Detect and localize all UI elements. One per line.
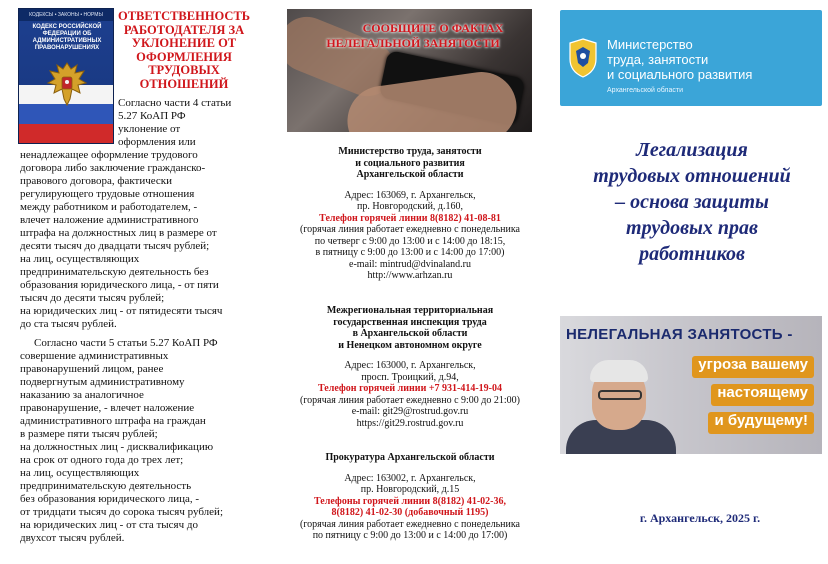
text-line: на лиц, осуществляющих	[20, 253, 140, 265]
hotline-hours: (горячая линия работает ежедневно с понедельника	[300, 518, 520, 530]
text-line: уклонение от	[118, 123, 181, 135]
title-line: работников	[639, 243, 745, 265]
org-address: пр. Новгородский, д.160,	[356, 201, 464, 212]
text-line: совершение административных	[20, 350, 169, 362]
hotline-hours: в пятницу с 9:00 до 13:00 и с 14:00 до 17:00)	[315, 247, 505, 258]
ministry-name-line: труда, занятости	[607, 52, 709, 67]
hotline-hours: (горячая линия работает ежедневно с 9:00 до 21:00)	[299, 394, 520, 406]
org-address: пр. Новгородский, д.15	[360, 484, 460, 495]
title-line: – основа защиты	[615, 191, 769, 213]
text-line: наказанию за аналогичное	[20, 389, 144, 401]
org-address: Адрес: 163069, г. Архангельск,	[344, 189, 476, 201]
org-name: и социального развития	[355, 157, 465, 169]
text-line: без образования юридического лица, -	[20, 493, 200, 505]
hotline-phone: Телефоны горячей линии 8(8182) 41-02-36,	[314, 495, 506, 507]
codex-cover-image	[18, 8, 114, 144]
ministry-name-line: и социального развития	[607, 67, 753, 82]
man-figure	[590, 360, 648, 382]
org-email: e-mail: mintrud@dvinaland.ru	[349, 258, 471, 270]
text-line: штрафа на должностных лиц в размере от	[20, 227, 217, 239]
title-line: Легализация	[636, 139, 748, 161]
poster-tag: угроза вашему	[692, 356, 814, 378]
text-line: регулирующего трудовые отношения	[20, 188, 195, 200]
ministry-name-line: Министерство	[607, 37, 693, 52]
contact-labor-inspection	[284, 305, 536, 429]
text-line: десяти тысяч до двадцати тысяч рублей;	[20, 240, 210, 252]
hotline-hours: по пятницу с 9:00 до 13:00 и с 14:00 до 17:00)	[312, 530, 508, 541]
regional-emblem-icon	[566, 37, 600, 79]
coat-of-arms-icon	[44, 59, 90, 111]
text-line: Согласно части 4 статьи	[118, 97, 232, 109]
banner-line-1: СООБЩИТЕ О ФАКТАХ	[362, 21, 504, 35]
poster-heading: НЕЛЕГАЛЬНАЯ ЗАНЯТОСТЬ -	[566, 326, 793, 343]
hotline-phone: Телефон горячей линии +7 931-414-19-04	[317, 383, 503, 394]
title-line: трудовых прав	[626, 217, 758, 239]
text-line: двухсот тысяч рублей.	[20, 532, 125, 544]
hotline-phone: 8(8182) 41-02-30 (добавочный 1195)	[331, 507, 489, 518]
responsibility-title: ОТВЕТСТВЕННОСТЬ РАБОТОДАТЕЛЯ ЗА УКЛОНЕНИЕ ОТ ОФОРМЛЕНИЯ ТРУДОВЫХ ОТНОШЕНИЙ	[118, 9, 251, 91]
text-line: на срок от одного года до трех лет;	[20, 454, 184, 466]
title-line: трудовых отношений	[593, 165, 791, 187]
hotline-hours: (горячая линия работает ежедневно с понедельника	[300, 224, 520, 235]
paragraph1-rest	[20, 149, 252, 331]
codex-title: КОДЕКС РОССИЙСКОЙ ФЕДЕРАЦИИ ОБ АДМИНИСТРАТИВНЫХ ПРАВОНАРУШЕНИЯХ	[32, 24, 102, 51]
text-line: правового договора, фактически	[20, 175, 173, 187]
text-line: влечет наложение административного	[20, 214, 199, 226]
report-banner-image	[287, 9, 532, 132]
org-name: Министерство труда, занятости	[338, 146, 482, 157]
text-line: тысяч до десяти тысяч рублей;	[20, 292, 165, 304]
text-line: в размере пяти тысяч рублей;	[20, 428, 158, 440]
text-line: на должностных лиц - дисквалификацию	[20, 441, 214, 453]
text-line: Согласно части 5 статьи 5.27 КоАП РФ	[34, 337, 218, 349]
text-line: на юридических лиц - от пятидесяти тысяч	[20, 305, 223, 317]
contact-prosecutor	[284, 452, 536, 542]
org-address: Адрес: 163000, г. Архангельск,	[344, 360, 476, 371]
text-line: между работником и работодателем, -	[20, 201, 198, 213]
org-email: e-mail: git29@rostrud.gov.ru	[351, 406, 469, 417]
contact-ministry	[284, 146, 536, 282]
ministry-region: Архангельской области	[607, 87, 684, 94]
banner-text	[295, 21, 531, 51]
poster-tag: настоящему	[711, 384, 814, 406]
footer-city-year: г. Архангельск, 2025 г.	[639, 511, 761, 525]
text-line: образования юридического лица, - от пяти	[20, 279, 219, 291]
codex-top-strip: КОДЕКСЫ • ЗАКОНЫ • НОРМЫ	[19, 9, 113, 21]
text-line: до ста тысяч рублей.	[20, 318, 117, 330]
text-line: договора либо заключение гражданско-	[20, 162, 206, 174]
text-line: ненадлежащее оформление трудового	[20, 149, 198, 161]
org-website: https://git29.rostrud.gov.ru	[356, 417, 464, 429]
org-name: и Ненецком автономном округе	[338, 339, 482, 351]
org-name: Прокуратура Архангельской области	[325, 452, 495, 463]
text-line: на лиц, осуществляющих	[20, 467, 140, 479]
paragraph2	[20, 337, 252, 545]
text-line: на юридических лиц - от ста тысяч до	[20, 519, 198, 531]
text-line: правонарушение, - влечет наложение	[20, 402, 195, 414]
org-address: просп. Троицкий, д.94,	[361, 371, 459, 383]
org-name: государственная инспекция труда	[333, 316, 487, 328]
ministry-logo-block	[560, 10, 822, 106]
org-name: Архангельской области	[356, 169, 464, 180]
text-line: от тридцати тысяч до сорока тысяч рублей;	[20, 506, 223, 518]
org-website: http://www.arhzan.ru	[367, 270, 453, 281]
poster-tag: и будущему!	[708, 412, 814, 434]
hotline-phone: Телефон горячей линии 8(8182) 41-08-81	[319, 212, 501, 224]
brochure-title	[566, 137, 818, 267]
org-address: Адрес: 163002, г. Архангельск,	[344, 472, 476, 484]
ministry-name	[607, 37, 817, 82]
banner-line-2: НЕЛЕГАЛЬНОЙ ЗАНЯТОСТИ	[326, 36, 500, 50]
hotline-hours: по четверг с 9:00 до 13:00 и с 14:00 до 18:15,	[314, 235, 506, 247]
text-line: предпринимательскую деятельность без	[20, 266, 209, 278]
glasses-icon	[598, 390, 642, 400]
text-line: подвергнутым административному	[20, 376, 185, 388]
org-name: Межрегиональная территориальная	[326, 305, 494, 316]
text-line: правонарушений лицом, ранее	[20, 363, 164, 375]
illegal-employment-poster	[560, 316, 822, 454]
org-name: в Архангельской области	[352, 328, 468, 339]
text-line: предпринимательскую деятельность	[20, 480, 192, 492]
paragraph1-top	[118, 97, 248, 149]
text-line: 5.27 КоАП РФ	[118, 110, 186, 122]
text-line: оформления или	[118, 136, 196, 148]
text-line: административного штрафа на граждан	[20, 415, 206, 427]
